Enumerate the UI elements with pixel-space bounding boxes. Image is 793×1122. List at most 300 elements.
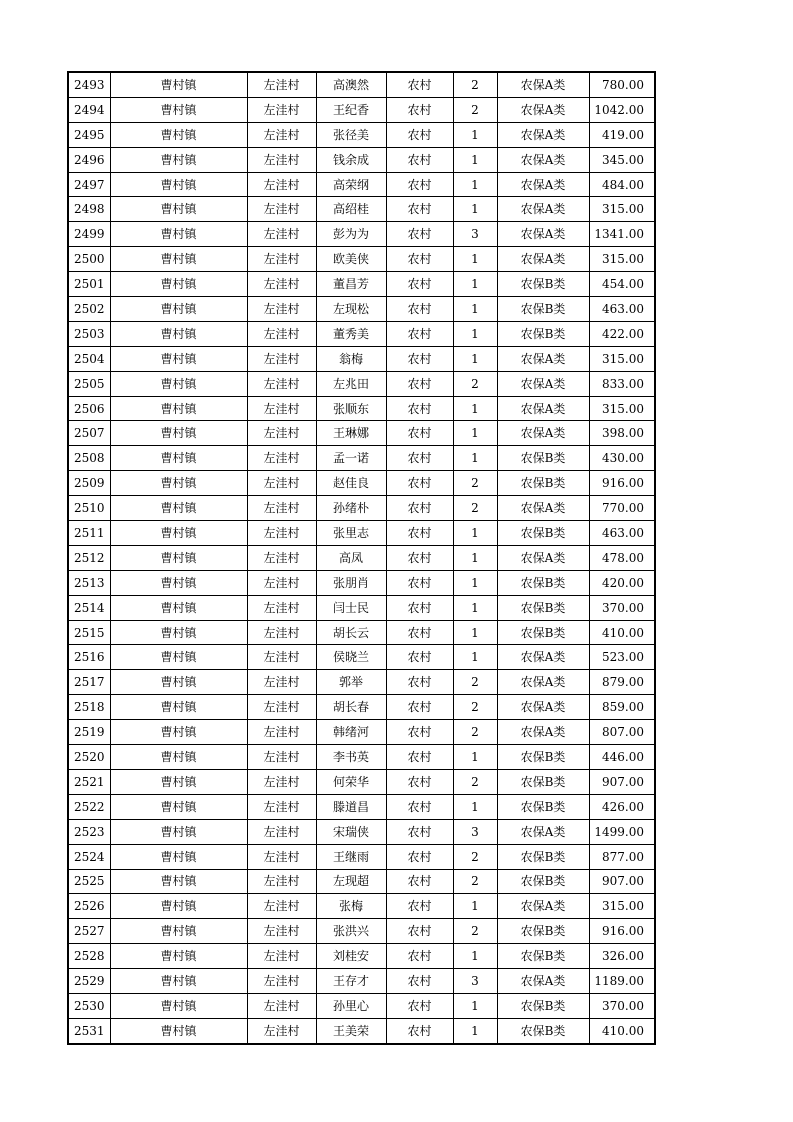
serial-number-cell: 2504 bbox=[68, 346, 110, 371]
amount-cell: 410.00 bbox=[589, 1018, 655, 1043]
town-cell: 曹村镇 bbox=[110, 396, 247, 421]
serial-number-cell: 2498 bbox=[68, 197, 110, 222]
category-cell: 农保A类 bbox=[497, 670, 589, 695]
name-cell: 高凤 bbox=[316, 545, 386, 570]
town-cell: 曹村镇 bbox=[110, 147, 247, 172]
serial-number-cell: 2496 bbox=[68, 147, 110, 172]
category-cell: 农保A类 bbox=[497, 496, 589, 521]
village-cell: 左洼村 bbox=[247, 969, 316, 994]
serial-number-cell: 2510 bbox=[68, 496, 110, 521]
town-cell: 曹村镇 bbox=[110, 894, 247, 919]
family-size-cell: 2 bbox=[453, 695, 497, 720]
amount-cell: 1042.00 bbox=[589, 97, 655, 122]
town-cell: 曹村镇 bbox=[110, 595, 247, 620]
family-size-cell: 1 bbox=[453, 197, 497, 222]
table-row bbox=[68, 844, 655, 869]
household-type-cell: 农村 bbox=[386, 172, 453, 197]
family-size-cell: 1 bbox=[453, 297, 497, 322]
village-cell: 左洼村 bbox=[247, 745, 316, 770]
household-type-cell: 农村 bbox=[386, 894, 453, 919]
name-cell: 钱余成 bbox=[316, 147, 386, 172]
town-cell: 曹村镇 bbox=[110, 172, 247, 197]
village-cell: 左洼村 bbox=[247, 471, 316, 496]
household-type-cell: 农村 bbox=[386, 919, 453, 944]
serial-number-cell: 2527 bbox=[68, 919, 110, 944]
family-size-cell: 2 bbox=[453, 471, 497, 496]
town-cell: 曹村镇 bbox=[110, 869, 247, 894]
family-size-cell: 1 bbox=[453, 346, 497, 371]
household-type-cell: 农村 bbox=[386, 521, 453, 546]
family-size-cell: 1 bbox=[453, 172, 497, 197]
town-cell: 曹村镇 bbox=[110, 471, 247, 496]
family-size-cell: 1 bbox=[453, 321, 497, 346]
serial-number-cell: 2518 bbox=[68, 695, 110, 720]
name-cell: 王纪香 bbox=[316, 97, 386, 122]
village-cell: 左洼村 bbox=[247, 72, 316, 97]
serial-number-cell: 2528 bbox=[68, 944, 110, 969]
name-cell: 欧美侠 bbox=[316, 247, 386, 272]
category-cell: 农保B类 bbox=[497, 595, 589, 620]
serial-number-cell: 2523 bbox=[68, 819, 110, 844]
table-row bbox=[68, 919, 655, 944]
name-cell: 李书英 bbox=[316, 745, 386, 770]
village-cell: 左洼村 bbox=[247, 670, 316, 695]
village-cell: 左洼村 bbox=[247, 396, 316, 421]
family-size-cell: 2 bbox=[453, 670, 497, 695]
family-size-cell: 1 bbox=[453, 396, 497, 421]
town-cell: 曹村镇 bbox=[110, 272, 247, 297]
family-size-cell: 2 bbox=[453, 720, 497, 745]
serial-number-cell: 2522 bbox=[68, 794, 110, 819]
village-cell: 左洼村 bbox=[247, 720, 316, 745]
name-cell: 张径美 bbox=[316, 122, 386, 147]
family-size-cell: 2 bbox=[453, 72, 497, 97]
village-cell: 左洼村 bbox=[247, 844, 316, 869]
name-cell: 王琳娜 bbox=[316, 421, 386, 446]
table-row bbox=[68, 496, 655, 521]
village-cell: 左洼村 bbox=[247, 446, 316, 471]
town-cell: 曹村镇 bbox=[110, 769, 247, 794]
serial-number-cell: 2497 bbox=[68, 172, 110, 197]
village-cell: 左洼村 bbox=[247, 919, 316, 944]
village-cell: 左洼村 bbox=[247, 819, 316, 844]
household-type-cell: 农村 bbox=[386, 197, 453, 222]
serial-number-cell: 2516 bbox=[68, 645, 110, 670]
table-row bbox=[68, 321, 655, 346]
table-row bbox=[68, 695, 655, 720]
family-size-cell: 3 bbox=[453, 222, 497, 247]
family-size-cell: 1 bbox=[453, 521, 497, 546]
table-row bbox=[68, 396, 655, 421]
amount-cell: 398.00 bbox=[589, 421, 655, 446]
table-row bbox=[68, 645, 655, 670]
village-cell: 左洼村 bbox=[247, 247, 316, 272]
town-cell: 曹村镇 bbox=[110, 745, 247, 770]
village-cell: 左洼村 bbox=[247, 645, 316, 670]
village-cell: 左洼村 bbox=[247, 894, 316, 919]
category-cell: 农保A类 bbox=[497, 122, 589, 147]
name-cell: 孙里心 bbox=[316, 993, 386, 1018]
serial-number-cell: 2502 bbox=[68, 297, 110, 322]
amount-cell: 807.00 bbox=[589, 720, 655, 745]
amount-cell: 430.00 bbox=[589, 446, 655, 471]
household-type-cell: 农村 bbox=[386, 745, 453, 770]
serial-number-cell: 2531 bbox=[68, 1018, 110, 1043]
amount-cell: 907.00 bbox=[589, 869, 655, 894]
household-type-cell: 农村 bbox=[386, 595, 453, 620]
name-cell: 韩绪河 bbox=[316, 720, 386, 745]
category-cell: 农保B类 bbox=[497, 620, 589, 645]
table-row bbox=[68, 222, 655, 247]
amount-cell: 326.00 bbox=[589, 944, 655, 969]
village-cell: 左洼村 bbox=[247, 346, 316, 371]
category-cell: 农保B类 bbox=[497, 272, 589, 297]
family-size-cell: 1 bbox=[453, 894, 497, 919]
amount-cell: 1341.00 bbox=[589, 222, 655, 247]
household-type-cell: 农村 bbox=[386, 969, 453, 994]
amount-cell: 419.00 bbox=[589, 122, 655, 147]
town-cell: 曹村镇 bbox=[110, 371, 247, 396]
amount-cell: 422.00 bbox=[589, 321, 655, 346]
table-row bbox=[68, 745, 655, 770]
amount-cell: 859.00 bbox=[589, 695, 655, 720]
table-row bbox=[68, 769, 655, 794]
name-cell: 左现超 bbox=[316, 869, 386, 894]
amount-cell: 446.00 bbox=[589, 745, 655, 770]
town-cell: 曹村镇 bbox=[110, 993, 247, 1018]
amount-cell: 315.00 bbox=[589, 247, 655, 272]
village-cell: 左洼村 bbox=[247, 421, 316, 446]
household-type-cell: 农村 bbox=[386, 297, 453, 322]
table-row bbox=[68, 371, 655, 396]
table-row bbox=[68, 247, 655, 272]
serial-number-cell: 2499 bbox=[68, 222, 110, 247]
household-type-cell: 农村 bbox=[386, 97, 453, 122]
town-cell: 曹村镇 bbox=[110, 670, 247, 695]
serial-number-cell: 2519 bbox=[68, 720, 110, 745]
name-cell: 赵佳良 bbox=[316, 471, 386, 496]
category-cell: 农保B类 bbox=[497, 1018, 589, 1043]
village-cell: 左洼村 bbox=[247, 595, 316, 620]
table-row bbox=[68, 620, 655, 645]
category-cell: 农保B类 bbox=[497, 869, 589, 894]
household-type-cell: 农村 bbox=[386, 993, 453, 1018]
town-cell: 曹村镇 bbox=[110, 620, 247, 645]
amount-cell: 523.00 bbox=[589, 645, 655, 670]
serial-number-cell: 2495 bbox=[68, 122, 110, 147]
category-cell: 农保B类 bbox=[497, 521, 589, 546]
household-type-cell: 农村 bbox=[386, 471, 453, 496]
name-cell: 侯晓兰 bbox=[316, 645, 386, 670]
name-cell: 孟一诺 bbox=[316, 446, 386, 471]
name-cell: 王美荣 bbox=[316, 1018, 386, 1043]
town-cell: 曹村镇 bbox=[110, 844, 247, 869]
village-cell: 左洼村 bbox=[247, 496, 316, 521]
town-cell: 曹村镇 bbox=[110, 794, 247, 819]
name-cell: 闫士民 bbox=[316, 595, 386, 620]
village-cell: 左洼村 bbox=[247, 794, 316, 819]
category-cell: 农保A类 bbox=[497, 969, 589, 994]
household-type-cell: 农村 bbox=[386, 396, 453, 421]
household-type-cell: 农村 bbox=[386, 346, 453, 371]
name-cell: 董昌芳 bbox=[316, 272, 386, 297]
name-cell: 彭为为 bbox=[316, 222, 386, 247]
table-row bbox=[68, 72, 655, 97]
town-cell: 曹村镇 bbox=[110, 97, 247, 122]
amount-cell: 879.00 bbox=[589, 670, 655, 695]
category-cell: 农保A类 bbox=[497, 421, 589, 446]
name-cell: 高澳然 bbox=[316, 72, 386, 97]
household-type-cell: 农村 bbox=[386, 844, 453, 869]
family-size-cell: 2 bbox=[453, 844, 497, 869]
serial-number-cell: 2515 bbox=[68, 620, 110, 645]
category-cell: 农保B类 bbox=[497, 919, 589, 944]
name-cell: 胡长云 bbox=[316, 620, 386, 645]
serial-number-cell: 2514 bbox=[68, 595, 110, 620]
village-cell: 左洼村 bbox=[247, 769, 316, 794]
category-cell: 农保A类 bbox=[497, 396, 589, 421]
household-type-cell: 农村 bbox=[386, 247, 453, 272]
amount-cell: 833.00 bbox=[589, 371, 655, 396]
table-row bbox=[68, 595, 655, 620]
household-type-cell: 农村 bbox=[386, 272, 453, 297]
town-cell: 曹村镇 bbox=[110, 72, 247, 97]
serial-number-cell: 2530 bbox=[68, 993, 110, 1018]
town-cell: 曹村镇 bbox=[110, 421, 247, 446]
household-type-cell: 农村 bbox=[386, 869, 453, 894]
household-type-cell: 农村 bbox=[386, 147, 453, 172]
name-cell: 王存才 bbox=[316, 969, 386, 994]
town-cell: 曹村镇 bbox=[110, 819, 247, 844]
town-cell: 曹村镇 bbox=[110, 222, 247, 247]
family-size-cell: 2 bbox=[453, 919, 497, 944]
table-row bbox=[68, 993, 655, 1018]
amount-cell: 484.00 bbox=[589, 172, 655, 197]
serial-number-cell: 2520 bbox=[68, 745, 110, 770]
table-row bbox=[68, 122, 655, 147]
amount-cell: 315.00 bbox=[589, 894, 655, 919]
category-cell: 农保A类 bbox=[497, 371, 589, 396]
table-row bbox=[68, 545, 655, 570]
village-cell: 左洼村 bbox=[247, 122, 316, 147]
category-cell: 农保B类 bbox=[497, 321, 589, 346]
category-cell: 农保A类 bbox=[497, 247, 589, 272]
amount-cell: 463.00 bbox=[589, 521, 655, 546]
family-size-cell: 1 bbox=[453, 595, 497, 620]
amount-cell: 478.00 bbox=[589, 545, 655, 570]
town-cell: 曹村镇 bbox=[110, 545, 247, 570]
family-size-cell: 1 bbox=[453, 944, 497, 969]
serial-number-cell: 2507 bbox=[68, 421, 110, 446]
table-row bbox=[68, 869, 655, 894]
household-type-cell: 农村 bbox=[386, 72, 453, 97]
town-cell: 曹村镇 bbox=[110, 346, 247, 371]
village-cell: 左洼村 bbox=[247, 97, 316, 122]
household-type-cell: 农村 bbox=[386, 944, 453, 969]
household-type-cell: 农村 bbox=[386, 122, 453, 147]
serial-number-cell: 2526 bbox=[68, 894, 110, 919]
family-size-cell: 2 bbox=[453, 496, 497, 521]
amount-cell: 907.00 bbox=[589, 769, 655, 794]
village-cell: 左洼村 bbox=[247, 570, 316, 595]
table-row bbox=[68, 670, 655, 695]
town-cell: 曹村镇 bbox=[110, 720, 247, 745]
table-row bbox=[68, 346, 655, 371]
amount-cell: 780.00 bbox=[589, 72, 655, 97]
household-type-cell: 农村 bbox=[386, 496, 453, 521]
amount-cell: 315.00 bbox=[589, 197, 655, 222]
name-cell: 滕道昌 bbox=[316, 794, 386, 819]
serial-number-cell: 2501 bbox=[68, 272, 110, 297]
town-cell: 曹村镇 bbox=[110, 197, 247, 222]
family-size-cell: 1 bbox=[453, 122, 497, 147]
amount-cell: 420.00 bbox=[589, 570, 655, 595]
table-body bbox=[68, 72, 655, 1044]
serial-number-cell: 2511 bbox=[68, 521, 110, 546]
table-row bbox=[68, 794, 655, 819]
household-type-cell: 农村 bbox=[386, 645, 453, 670]
household-type-cell: 农村 bbox=[386, 620, 453, 645]
serial-number-cell: 2503 bbox=[68, 321, 110, 346]
category-cell: 农保B类 bbox=[497, 446, 589, 471]
category-cell: 农保A类 bbox=[497, 645, 589, 670]
amount-cell: 345.00 bbox=[589, 147, 655, 172]
name-cell: 刘桂安 bbox=[316, 944, 386, 969]
serial-number-cell: 2524 bbox=[68, 844, 110, 869]
household-type-cell: 农村 bbox=[386, 819, 453, 844]
amount-cell: 315.00 bbox=[589, 396, 655, 421]
family-size-cell: 1 bbox=[453, 545, 497, 570]
name-cell: 董秀美 bbox=[316, 321, 386, 346]
town-cell: 曹村镇 bbox=[110, 944, 247, 969]
serial-number-cell: 2512 bbox=[68, 545, 110, 570]
town-cell: 曹村镇 bbox=[110, 247, 247, 272]
town-cell: 曹村镇 bbox=[110, 919, 247, 944]
name-cell: 宋瑞侠 bbox=[316, 819, 386, 844]
table-row bbox=[68, 819, 655, 844]
name-cell: 何荣华 bbox=[316, 769, 386, 794]
amount-cell: 315.00 bbox=[589, 346, 655, 371]
name-cell: 高绍桂 bbox=[316, 197, 386, 222]
table-row bbox=[68, 421, 655, 446]
category-cell: 农保B类 bbox=[497, 794, 589, 819]
category-cell: 农保A类 bbox=[497, 197, 589, 222]
family-size-cell: 1 bbox=[453, 272, 497, 297]
amount-cell: 426.00 bbox=[589, 794, 655, 819]
family-size-cell: 1 bbox=[453, 1018, 497, 1043]
category-cell: 农保B类 bbox=[497, 844, 589, 869]
household-type-cell: 农村 bbox=[386, 720, 453, 745]
amount-cell: 370.00 bbox=[589, 993, 655, 1018]
name-cell: 左现松 bbox=[316, 297, 386, 322]
town-cell: 曹村镇 bbox=[110, 645, 247, 670]
town-cell: 曹村镇 bbox=[110, 695, 247, 720]
village-cell: 左洼村 bbox=[247, 869, 316, 894]
town-cell: 曹村镇 bbox=[110, 446, 247, 471]
category-cell: 农保B类 bbox=[497, 570, 589, 595]
household-type-cell: 农村 bbox=[386, 1018, 453, 1043]
category-cell: 农保A类 bbox=[497, 346, 589, 371]
household-type-cell: 农村 bbox=[386, 421, 453, 446]
family-size-cell: 1 bbox=[453, 794, 497, 819]
village-cell: 左洼村 bbox=[247, 695, 316, 720]
village-cell: 左洼村 bbox=[247, 944, 316, 969]
village-cell: 左洼村 bbox=[247, 222, 316, 247]
name-cell: 张顺东 bbox=[316, 396, 386, 421]
family-size-cell: 1 bbox=[453, 570, 497, 595]
town-cell: 曹村镇 bbox=[110, 297, 247, 322]
serial-number-cell: 2505 bbox=[68, 371, 110, 396]
category-cell: 农保B类 bbox=[497, 769, 589, 794]
name-cell: 张梅 bbox=[316, 894, 386, 919]
category-cell: 农保A类 bbox=[497, 545, 589, 570]
village-cell: 左洼村 bbox=[247, 521, 316, 546]
amount-cell: 1499.00 bbox=[589, 819, 655, 844]
serial-number-cell: 2508 bbox=[68, 446, 110, 471]
household-type-cell: 农村 bbox=[386, 695, 453, 720]
serial-number-cell: 2509 bbox=[68, 471, 110, 496]
name-cell: 左兆田 bbox=[316, 371, 386, 396]
village-cell: 左洼村 bbox=[247, 297, 316, 322]
category-cell: 农保A类 bbox=[497, 819, 589, 844]
family-size-cell: 2 bbox=[453, 97, 497, 122]
category-cell: 农保A类 bbox=[497, 222, 589, 247]
family-size-cell: 1 bbox=[453, 147, 497, 172]
name-cell: 孙绪朴 bbox=[316, 496, 386, 521]
town-cell: 曹村镇 bbox=[110, 570, 247, 595]
amount-cell: 370.00 bbox=[589, 595, 655, 620]
category-cell: 农保B类 bbox=[497, 944, 589, 969]
category-cell: 农保B类 bbox=[497, 297, 589, 322]
table-row bbox=[68, 446, 655, 471]
serial-number-cell: 2525 bbox=[68, 869, 110, 894]
household-type-cell: 农村 bbox=[386, 570, 453, 595]
household-type-cell: 农村 bbox=[386, 371, 453, 396]
village-cell: 左洼村 bbox=[247, 545, 316, 570]
serial-number-cell: 2517 bbox=[68, 670, 110, 695]
amount-cell: 454.00 bbox=[589, 272, 655, 297]
family-size-cell: 1 bbox=[453, 620, 497, 645]
serial-number-cell: 2493 bbox=[68, 72, 110, 97]
category-cell: 农保A类 bbox=[497, 72, 589, 97]
town-cell: 曹村镇 bbox=[110, 321, 247, 346]
village-cell: 左洼村 bbox=[247, 993, 316, 1018]
family-size-cell: 3 bbox=[453, 969, 497, 994]
name-cell: 胡长春 bbox=[316, 695, 386, 720]
category-cell: 农保B类 bbox=[497, 471, 589, 496]
amount-cell: 410.00 bbox=[589, 620, 655, 645]
family-size-cell: 1 bbox=[453, 247, 497, 272]
serial-number-cell: 2494 bbox=[68, 97, 110, 122]
family-size-cell: 2 bbox=[453, 869, 497, 894]
name-cell: 高荣纲 bbox=[316, 172, 386, 197]
family-size-cell: 1 bbox=[453, 446, 497, 471]
name-cell: 张里志 bbox=[316, 521, 386, 546]
category-cell: 农保A类 bbox=[497, 894, 589, 919]
village-cell: 左洼村 bbox=[247, 172, 316, 197]
family-size-cell: 2 bbox=[453, 371, 497, 396]
town-cell: 曹村镇 bbox=[110, 521, 247, 546]
relief-roster-table bbox=[67, 71, 656, 1045]
category-cell: 农保B类 bbox=[497, 745, 589, 770]
amount-cell: 877.00 bbox=[589, 844, 655, 869]
table-row bbox=[68, 1018, 655, 1043]
town-cell: 曹村镇 bbox=[110, 496, 247, 521]
town-cell: 曹村镇 bbox=[110, 122, 247, 147]
table-row bbox=[68, 471, 655, 496]
village-cell: 左洼村 bbox=[247, 321, 316, 346]
category-cell: 农保A类 bbox=[497, 147, 589, 172]
